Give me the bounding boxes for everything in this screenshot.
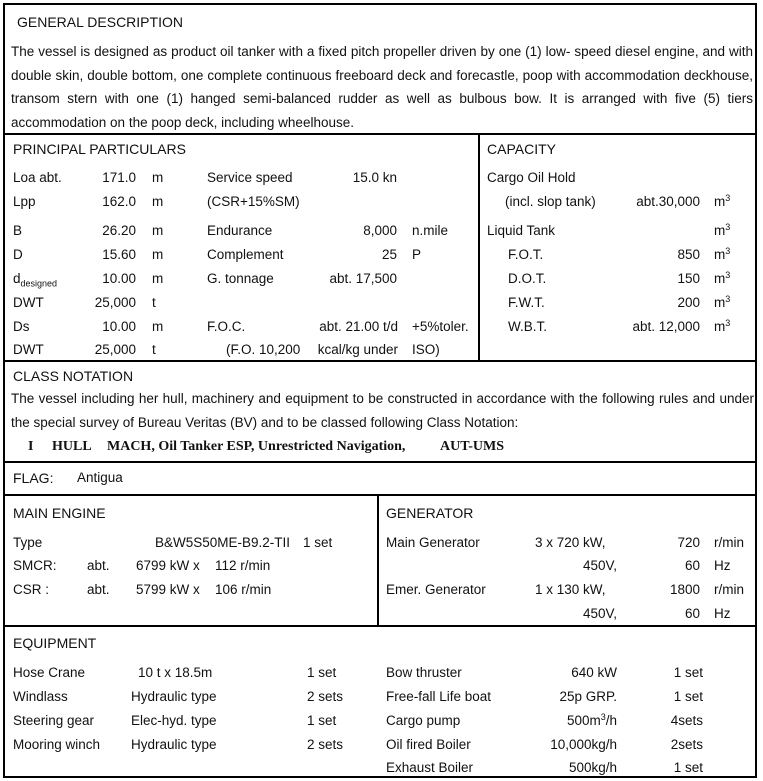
equipment-qty: 2 sets — [307, 689, 344, 704]
divider — [3, 494, 757, 496]
emer-generator-rpm-unit: r/min — [714, 582, 744, 597]
divider — [3, 461, 757, 463]
equipment-spec — [500, 737, 617, 753]
principal-value: 25,000 — [94, 342, 136, 357]
capacity-unit-base: m — [714, 295, 726, 310]
equipment-name: Bow thruster — [386, 665, 462, 680]
generator-title: GENERATOR — [386, 505, 474, 521]
equipment-qty: 2sets — [670, 737, 703, 752]
principal-unit: m — [152, 194, 164, 209]
principal-value: 162.0 — [102, 194, 136, 209]
capacity-value: 200 — [677, 295, 700, 310]
capacity-value: abt. 12,000 — [632, 319, 700, 334]
principal-unit: t — [152, 342, 156, 357]
capacity-value: abt.30,000 — [636, 194, 700, 209]
emer-generator-power: 1 x 130 kW, — [535, 582, 606, 597]
capacity-unit-exp: 3 — [725, 294, 731, 304]
equipment-name: Mooring winch — [13, 737, 101, 752]
principal-label2: Service speed — [207, 170, 293, 185]
main-generator-rpm-unit: r/min — [714, 535, 744, 550]
capacity-value: 850 — [677, 247, 700, 262]
class-notation-hull: HULL — [52, 439, 92, 454]
equipment-spec-text: 500kg/h — [568, 760, 617, 775]
flag-label: FLAG: — [13, 470, 54, 486]
principal-label — [13, 194, 36, 210]
equipment-spec — [500, 760, 617, 776]
main-engine-type-label: Type — [13, 535, 43, 550]
capacity-label: F.W.T. — [508, 295, 545, 310]
capacity-label: F.O.T. — [508, 247, 544, 262]
principal-label — [13, 295, 44, 311]
principal-value: 26.20 — [102, 223, 136, 238]
capacity-unit-exp: 3 — [725, 318, 731, 328]
class-notation-i: I — [28, 439, 34, 454]
equipment-spec-text: 640 kW — [571, 665, 617, 680]
capacity-label: Cargo Oil Hold — [487, 170, 576, 185]
equipment-name: Hose Crane — [13, 665, 86, 680]
capacity-unit-base: m — [714, 223, 726, 238]
capacity-unit — [714, 295, 730, 311]
principal-unit: m — [152, 223, 164, 238]
principal-value2: abt. 17,500 — [329, 271, 397, 286]
capacity-unit-exp: 3 — [725, 246, 731, 256]
principal-title: PRINCIPAL PARTICULARS — [13, 141, 186, 157]
principal-unit2: n.mile — [412, 223, 449, 238]
capacity-unit-exp: 3 — [725, 270, 731, 280]
smcr-power: 6799 kW x — [136, 558, 200, 573]
main-engine-type-value: B&W5S50ME-B9.2-TII — [155, 535, 291, 550]
main-generator-hz: 60 — [684, 558, 700, 573]
emer-generator-rpm: 1800 — [669, 582, 700, 597]
equipment-spec: Hydraulic type — [131, 737, 217, 752]
equipment-name: Oil fired Boiler — [386, 737, 471, 752]
principal-value2: 25 — [381, 247, 397, 262]
principal-label-text: Loa abt. — [13, 170, 62, 185]
principal-value: 171.0 — [102, 170, 136, 185]
principal-label-text: Ds — [13, 319, 30, 334]
capacity-label: D.O.T. — [508, 271, 547, 286]
capacity-unit — [714, 194, 730, 210]
capacity-value: 150 — [677, 271, 700, 286]
capacity-unit — [714, 319, 730, 335]
capacity-unit — [714, 271, 730, 287]
principal-value2: kcal/kg under — [317, 342, 398, 357]
divider — [3, 625, 757, 627]
main-engine-title: MAIN ENGINE — [13, 505, 106, 521]
equipment-name: Free-fall Life boat — [386, 689, 492, 704]
principal-value: 25,000 — [94, 295, 136, 310]
general-title: GENERAL DESCRIPTION — [17, 14, 183, 30]
equipment-spec-exp: 3 — [600, 712, 606, 722]
principal-unit: m — [152, 247, 164, 262]
class-notation-text: The vessel including her hull, machinery and equipment to be constructed in accordance with the following rules and under the special survey of Bureau Veritas (BV) and to be classed following Class Notation: — [11, 391, 754, 430]
principal-label2: (CSR+15%SM) — [207, 194, 300, 209]
principal-label — [13, 319, 30, 335]
principal-value2: abt. 21.00 t/d — [319, 319, 398, 334]
principal-label-text: D — [13, 247, 23, 262]
capacity-label: W.B.T. — [508, 319, 548, 334]
main-generator-rpm: 720 — [677, 535, 700, 550]
divider — [478, 133, 480, 361]
principal-unit2: +5%toler. — [412, 319, 469, 334]
principal-value: 15.60 — [102, 247, 136, 262]
csr-power: 5799 kW x — [136, 582, 200, 597]
capacity-unit-exp: 3 — [725, 222, 731, 232]
principal-label2: Complement — [207, 247, 284, 262]
principal-label-text: Lpp — [13, 194, 36, 209]
class-notation-aut: AUT-UMS — [440, 439, 505, 454]
csr-abt: abt. — [87, 582, 110, 597]
capacity-label: Liquid Tank — [487, 223, 556, 238]
equipment-spec-text: 25p GRP. — [559, 689, 617, 704]
capacity-unit-base: m — [714, 194, 726, 209]
principal-label — [13, 170, 62, 186]
emer-generator-hz-unit: Hz — [714, 606, 731, 621]
divider — [377, 494, 379, 626]
capacity-unit-base: m — [714, 319, 726, 334]
principal-unit: t — [152, 295, 156, 310]
csr-rpm: 106 r/min — [215, 582, 272, 597]
main-engine-type-qty: 1 set — [303, 535, 333, 550]
principal-label — [13, 271, 57, 287]
equipment-name: Windlass — [13, 689, 68, 704]
principal-value: 10.00 — [102, 271, 136, 286]
smcr-label: SMCR: — [13, 558, 57, 573]
principal-label-text: B — [13, 223, 23, 238]
principal-label2: Endurance — [207, 223, 273, 238]
class-notation-title: CLASS NOTATION — [13, 368, 134, 384]
capacity-unit-base: m — [714, 271, 726, 286]
class-notation-mach: MACH, Oil Tanker ESP, Unrestricted Navigation, — [107, 439, 406, 454]
equipment-spec: 10 t x 18.5m — [138, 665, 213, 680]
equipment-qty: 1 set — [307, 713, 337, 728]
emer-generator-hz: 60 — [684, 606, 700, 621]
equipment-name: Exhaust Boiler — [386, 760, 474, 775]
equipment-spec-tail: /h — [605, 713, 617, 728]
capacity-unit — [714, 223, 730, 239]
principal-label2: G. tonnage — [207, 271, 274, 286]
smcr-abt: abt. — [87, 558, 110, 573]
emer-generator-volt: 450V, — [582, 606, 617, 621]
main-generator-hz-unit: Hz — [714, 558, 731, 573]
principal-label-text: d — [13, 271, 21, 286]
equipment-spec — [500, 689, 617, 705]
equipment-spec: Hydraulic type — [131, 689, 217, 704]
equipment-spec — [500, 713, 617, 729]
principal-value2: 8,000 — [363, 223, 397, 238]
principal-label — [13, 223, 22, 239]
principal-unit: m — [152, 319, 164, 334]
equipment-qty: 1 set — [307, 665, 337, 680]
principal-unit: m — [152, 271, 164, 286]
principal-label-text: DWT — [13, 295, 44, 310]
main-generator-label: Main Generator — [386, 535, 480, 550]
divider — [3, 360, 757, 362]
principal-label-sub: designed — [20, 278, 58, 289]
equipment-spec: Elec-hyd. type — [131, 713, 217, 728]
principal-label-text: DWT — [13, 342, 44, 357]
equipment-qty: 2 sets — [307, 737, 344, 752]
principal-label2: F.O.C. — [207, 319, 246, 334]
capacity-title: CAPACITY — [487, 141, 556, 157]
equipment-name: Steering gear — [13, 713, 95, 728]
principal-value: 10.00 — [102, 319, 136, 334]
equipment-title: EQUIPMENT — [13, 635, 97, 651]
capacity-unit-base: m — [714, 247, 726, 262]
equipment-spec — [500, 665, 617, 681]
equipment-qty: 1 set — [673, 689, 703, 704]
principal-unit2: P — [412, 247, 422, 262]
capacity-label: (incl. slop tank) — [505, 194, 596, 209]
main-generator-power: 3 x 720 kW, — [535, 535, 606, 550]
equipment-spec-text: 10,000kg/h — [550, 737, 617, 752]
equipment-qty: 1 set — [673, 665, 703, 680]
equipment-name: Cargo pump — [386, 713, 461, 728]
principal-label2: (F.O. 10,200 — [226, 342, 301, 357]
csr-label: CSR : — [13, 582, 50, 597]
equipment-qty: 1 set — [673, 760, 703, 775]
emer-generator-label: Emer. Generator — [386, 582, 486, 597]
capacity-unit-exp: 3 — [725, 193, 731, 203]
general-text: The vessel is designed as product oil tanker with a fixed pitch propeller driven by one (1) low- speed diesel engine, and with double skin, double bottom, one complete continuous freeboard deck and forecastle, poop with accommodation deckhouse, transom stern with one (1) hanged semi-balanced rudder as well as bulbous bow. It is arranged with five (5) tiers accommodation on the poop deck, including wheelhouse. — [11, 44, 753, 130]
capacity-unit — [714, 247, 730, 263]
principal-label — [13, 342, 44, 358]
principal-unit2: ISO) — [412, 342, 440, 357]
principal-value2: 15.0 kn — [352, 170, 397, 185]
main-generator-volt: 450V, — [582, 558, 617, 573]
flag-value: Antigua — [77, 470, 123, 485]
equipment-qty: 4sets — [670, 713, 703, 728]
smcr-rpm: 112 r/min — [215, 558, 271, 573]
principal-unit: m — [152, 170, 164, 185]
equipment-spec-text: 500m — [566, 713, 601, 728]
principal-label — [13, 247, 23, 263]
